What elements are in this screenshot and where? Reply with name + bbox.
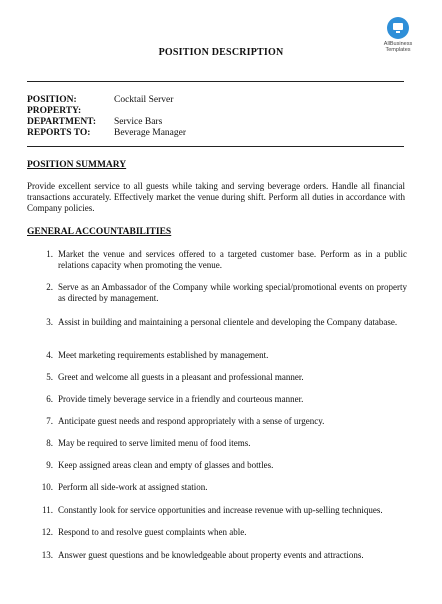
item-number: 2. (46, 282, 53, 292)
item-number: 4. (46, 350, 53, 360)
item-text: Assist in building and maintaining a personal clientele and developing the Company database. (58, 317, 398, 327)
field-property (27, 106, 186, 117)
position-fields (27, 95, 186, 139)
field-department (27, 117, 186, 128)
list-item (27, 550, 407, 561)
item-text: Serve as an Ambassador of the Company while working special/promotional events on property as directed by management. (58, 282, 407, 303)
divider-middle (27, 146, 404, 147)
item-number: 10. (41, 482, 53, 492)
list-item (27, 460, 407, 471)
monitor-icon (387, 17, 409, 39)
logo-line-1: AllBusiness (383, 41, 413, 47)
item-text: Anticipate guest needs and respond appropriately with a sense of urgency. (58, 416, 325, 426)
item-text: Market the venue and services offered to a targeted customer base. Perform as in a public relations capacity when promoting the venue. (58, 249, 407, 270)
item-text: Answer guest questions and be knowledgeable about property events and attractions. (58, 550, 364, 560)
list-item (27, 372, 407, 383)
item-number: 1. (46, 249, 53, 259)
field-position (27, 95, 186, 106)
list-item (27, 505, 407, 516)
item-text: Perform all side-work at assigned station. (58, 482, 208, 492)
item-number: 3. (46, 317, 53, 327)
field-label: PROPERTY: (27, 106, 82, 116)
item-number: 13. (41, 550, 53, 560)
list-item (27, 527, 407, 538)
logo-line-2: Templates (385, 47, 411, 53)
list-item (27, 482, 407, 493)
list-item (27, 282, 407, 304)
item-text: Greet and welcome all guests in a pleasant and professional manner. (58, 372, 304, 382)
field-value: Beverage Manager (114, 128, 187, 138)
item-text: Provide timely beverage service in a friendly and courteous manner. (58, 394, 304, 404)
item-text: Constantly look for service opportunities and increase revenue with up-selling techniques. (58, 505, 383, 515)
item-text: Keep assigned areas clean and empty of glasses and bottles. (58, 460, 274, 470)
document-title: POSITION DESCRIPTION (158, 47, 284, 58)
general-accountabilities-heading: GENERAL ACCOUNTABILITIES (27, 227, 172, 237)
divider-top (27, 81, 404, 82)
item-text: Meet marketing requirements established by management. (58, 350, 269, 360)
field-reports-to (27, 128, 186, 139)
list-item (27, 249, 407, 271)
item-text: May be required to serve limited menu of food items. (58, 438, 251, 448)
position-summary-heading: POSITION SUMMARY (27, 160, 127, 170)
field-label: REPORTS TO: (27, 128, 91, 138)
field-value: Cocktail Server (114, 95, 174, 105)
list-item (27, 438, 407, 449)
item-number: 12. (41, 527, 53, 537)
list-item (27, 394, 407, 405)
field-label: POSITION: (27, 95, 77, 105)
list-item (27, 317, 407, 328)
item-number: 11. (42, 505, 53, 515)
item-text: Respond to and resolve guest complaints when able. (58, 527, 247, 537)
item-number: 8. (46, 438, 53, 448)
field-label: DEPARTMENT: (27, 117, 96, 127)
item-number: 9. (46, 460, 53, 470)
item-number: 6. (46, 394, 53, 404)
item-number: 5. (46, 372, 53, 382)
list-item (27, 350, 407, 361)
item-number: 7. (46, 416, 53, 426)
list-item (27, 416, 407, 427)
position-summary-text: Provide excellent service to all guests while taking and serving beverage orders. Handle all financial transactions accurately. Effectively market the venue during shift. Perform all duties in accordance with Company policies. (27, 181, 405, 213)
field-value: Service Bars (114, 117, 163, 127)
